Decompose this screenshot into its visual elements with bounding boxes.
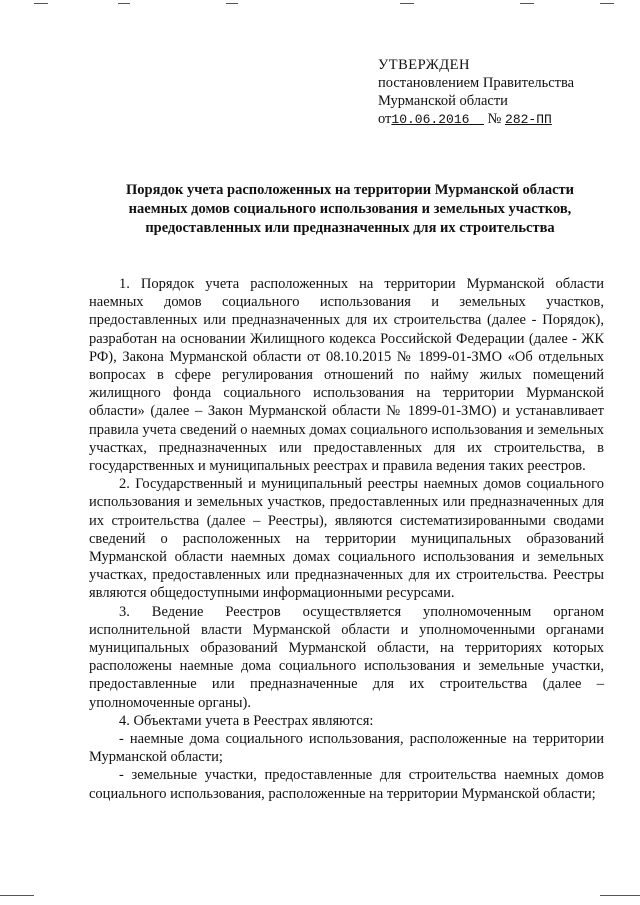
paragraph-3: 3. Ведение Реестров осуществляется уполномоченным органом исполнительной власти Мурманской области и уполномоченными органами муниципальных образований Мурманской области, на территориях которых расположены наемные дома социального использования и земельные участки, предоставленные или предназначенные для их строительства (далее – уполномоченные органы). [89, 603, 604, 711]
approval-line-2: Мурманской области [378, 93, 508, 109]
approval-heading: УТВЕРЖДЕН [378, 57, 470, 73]
approval-line-1: постановлением Правительства [378, 75, 575, 91]
scan-top-edge [0, 0, 640, 14]
paragraph-2: 2. Государственный и муниципальный реестры наемных домов социального использования и земельных участков, предоставленных или предназначенных для их строительства (далее – Реестры), являются систематизированными сводами сведений о расположенных на территории муниципальных образований Мурманской области наемных домах социального использования и земельных участках, предоставленных или предназначенных для их строительства. Реестры являются общедоступными информационными ресурсами. [89, 476, 604, 602]
list-item-1: - наемные дома социального использования, расположенные на территории Мурманской области; [89, 731, 604, 766]
approval-block [378, 56, 574, 129]
date-underline-pad [469, 111, 484, 127]
list-item-2: - земельные участки, предоставленные для строительства наемных домов социального использования, расположенные на территории Мурманской области; [89, 767, 604, 802]
approval-date: 10.06.2016 [391, 112, 470, 127]
title-line-2: наемных домов социального использования и земельных участков, [128, 201, 572, 217]
document-body [89, 275, 604, 803]
scan-bottom-edge [0, 891, 640, 901]
paragraph-1: 1. Порядок учета расположенных на территории Мурманской области наемных домов социального использования и земельных участков, предоставленных или предназначенных для их строительства (далее - Порядок), разработан на основании Жилищного кодекса Российской Федерации (далее - ЖК РФ), Закона Мурманской области от 08.10.2015 № 1899-01-ЗМО «Об отдельных вопросах в сфере регулирования отношений по найму жилых помещений жилищного фонда социального использования на территории Мурманской области» (далее – Закон Мурманской области № 1899-01-ЗМО) и устанавливает правила учета сведений о наемных домах социального использования и земельных участках, предназначенных или предоставленных для их строительства, в государственных и муниципальных реестрах и правила ведения таких реестров. [89, 276, 604, 475]
approval-date-line [378, 110, 574, 129]
document-title [60, 181, 640, 238]
title-line-3: предоставленных или предназначенных для их строительства [145, 220, 555, 236]
approval-number: 282-ПП [505, 112, 552, 127]
paragraph-4: 4. Объектами учета в Реестрах являются: [119, 712, 374, 729]
date-prefix: от [378, 111, 392, 127]
title-line-1: Порядок учета расположенных на территории Мурманской области [126, 182, 574, 198]
number-prefix: № [487, 111, 502, 127]
